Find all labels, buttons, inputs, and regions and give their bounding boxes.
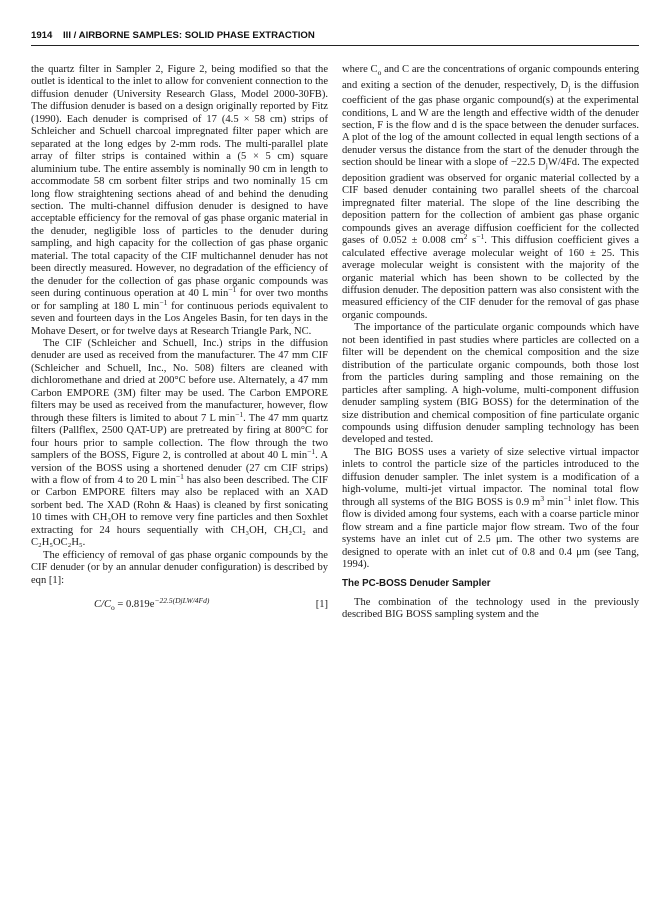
section-heading: The PC-BOSS Denuder Sampler bbox=[342, 578, 491, 590]
running-title: III / AIRBORNE SAMPLES: SOLID PHASE EXTRACTION bbox=[63, 30, 315, 41]
paragraph: The combination of the technology used in the previously described BIG BOSS sampling system and the bbox=[342, 596, 639, 621]
paragraph: The BIG BOSS uses a variety of size selective virtual impactor inlets to control the particle size of the particles introduced to the diffusion denuder sampler. The inlet system is a modification of a high-volume, multi-jet virtual impactor. The nominal total flow through all systems of the BIG BOSS is 0.9 $m^3$ $\min^{-1}$ inlet flow. This flow is divided among four systems, each with a coarse particle minor flow stream and a fine particle major flow stream. Two of the four systems have an inlet cut of 2.5 μm. The other two systems are designed to operate with an inlet cut of 0.8 and 0.4 μm (see Tang, 1994). bbox=[342, 446, 640, 570]
left-column bbox=[31, 64, 328, 615]
paragraph: The importance of the particulate organic compounds which have not been identified in past studies where particles are collected on a filter will be dependent on the chemical composition and the size distribution of the particulate organic compounds, both those lost from the particles during sampling and those remaining on the particles after sampling. A high-volume, multi-component diffusion denuder sampling system (BIG BOSS) for the determination of the size distribution and chemical composition of fine particulate organic compounds using diffusion denuder sampling technology has been developed and tested. bbox=[342, 322, 639, 446]
paragraph: where $C_o$ and C are the concentrations of organic compounds entering and exiting a section of the denuder, respectively, $D_j$ is the diffusion coefficient of the gas phase organic compound(s) at the experimental conditions, L and W are the length and effective width of the denuder section, F is the flow and d is the space between the denuder surfaces. A plot of the log of the amount collected in equal length sections of a denuder versus the distance from the start of the denuder through the section should be linear with a slope of −22.5 $D_jW/4Fd$. The expected deposition gradient was observed for organic material collected by a CIF based denuder containing two parallel sheets of the charcoal impregnated filter material. The slope of the line describing the deposition pattern for the collection of ambient gas phase organic compounds gives an average diffusion coefficient for the collected gases of 0.052 ± 0.008 $cm^2$ $s^{-1}$. This diffusion coefficient gives a calculated effective average molecular weight of 160 ± 25. This average molecular weight is consistent with the majority of the organic material which has been shown to be collected by the diffusion denuder. The deposition pattern was also consistent with the measured efficiency of the CIF denuder for the removal of gas phase organic compounds. bbox=[342, 64, 640, 321]
equation-1 bbox=[31, 596, 328, 615]
paragraph: The efficiency of removal of gas phase organic compounds by the CIF denuder (or by an annular denuder configuration) is described by eqn [1]: bbox=[31, 549, 328, 586]
right-column bbox=[342, 64, 639, 622]
paragraph: the quartz filter in Sampler 2, Figure 2, being modified so that the outlet is identical to the inlet to allow for convenient connection to the diffusion denuder (University Research Glass, Model 2000-30FB). The diffusion denuder is based on a design originally reported by Fitz (1990). Each denuder is comprised of 17 (4.5 × 58 cm) strips of Schleicher and Schuell charcoal impregnated filter paper which are separated at the long edges by 2-mm rods. The multi-parallel plate array of filter strips is contained within a (5 × 5 cm) square aluminium tube. The entire assembly is nominally 90 cm in length to accommodate 58 cm sorbent filter strips and two nominally 15 cm long flow straightening sections ahead of and behind the denuding section. The multi-channel diffusion denuder is designed to have acceptable efficiency for the removal of gas phase organic material in the denuder, negligible loss of particles to the denuder during sampling, and high capacity for the collection of gas phase organic material. The total capacity of the CIF multichannel denuder has not been directly measured. However, no degradation of the efficiency of the denuder for the collection of gas phase organic compounds was seen during continuous operation at 40 L $\min^{-1}$ for over two months or for sampling at 180 L $\min^{-1}$ for continuous periods equivalent to seven and fourteen days in the Los Angeles Basin, for ten days in the Mohave Desert, or for twelve days at Research Triangle Park, NC. bbox=[31, 64, 329, 337]
equation-number: [1] bbox=[315, 599, 328, 611]
running-header bbox=[31, 30, 639, 44]
paragraph: The CIF (Schleicher and Schuell, Inc.) strips in the diffusion denuder are used as received from the manufacturer. The 47 mm CIF (Schleicher and Schuell, Inc., No. 508) filters are cleaned with dichloromethane and dried at 200°C before use. Alternately, a 47 mm Carbon EMPORE (3M) filter may be used. The Carbon EMPORE filters may be used as received from the manufacturer, however, flow through these filters is limited to about 7 L $\min^{-1}$. The 47 mm quartz filters (Pallflex, 2500 QAT-UP) are pretreated by firing at 800°C for four hours prior to sample collection. The flow through the two samplers of the BOSS, Figure 2, is controlled at about 40 L $\min^{-1}$. A version of the BOSS using a shortened denuder (27 cm CIF strips) with a flow of from 4 to 20 L $\min^{-1}$ has also been described. The CIF or Carbon EMPORE filters may also be replaced with an XAD sorbent bed. The XAD (Rohn & Haas) is cleaned by first sonicating 10 times with CH₃OH to remove very fine particles and then Soxhlet extracting for 24 hours sequentially with CH₃OH, CH₂Cl₂ and C₂H₅OC₂H₅. bbox=[31, 337, 328, 549]
header-rule bbox=[31, 45, 639, 46]
page-number: 1914 bbox=[31, 30, 53, 41]
equation-expression: $C/C_o = 0.819e^{-22.5(DjLW/4Fd)}$ bbox=[94, 596, 210, 613]
